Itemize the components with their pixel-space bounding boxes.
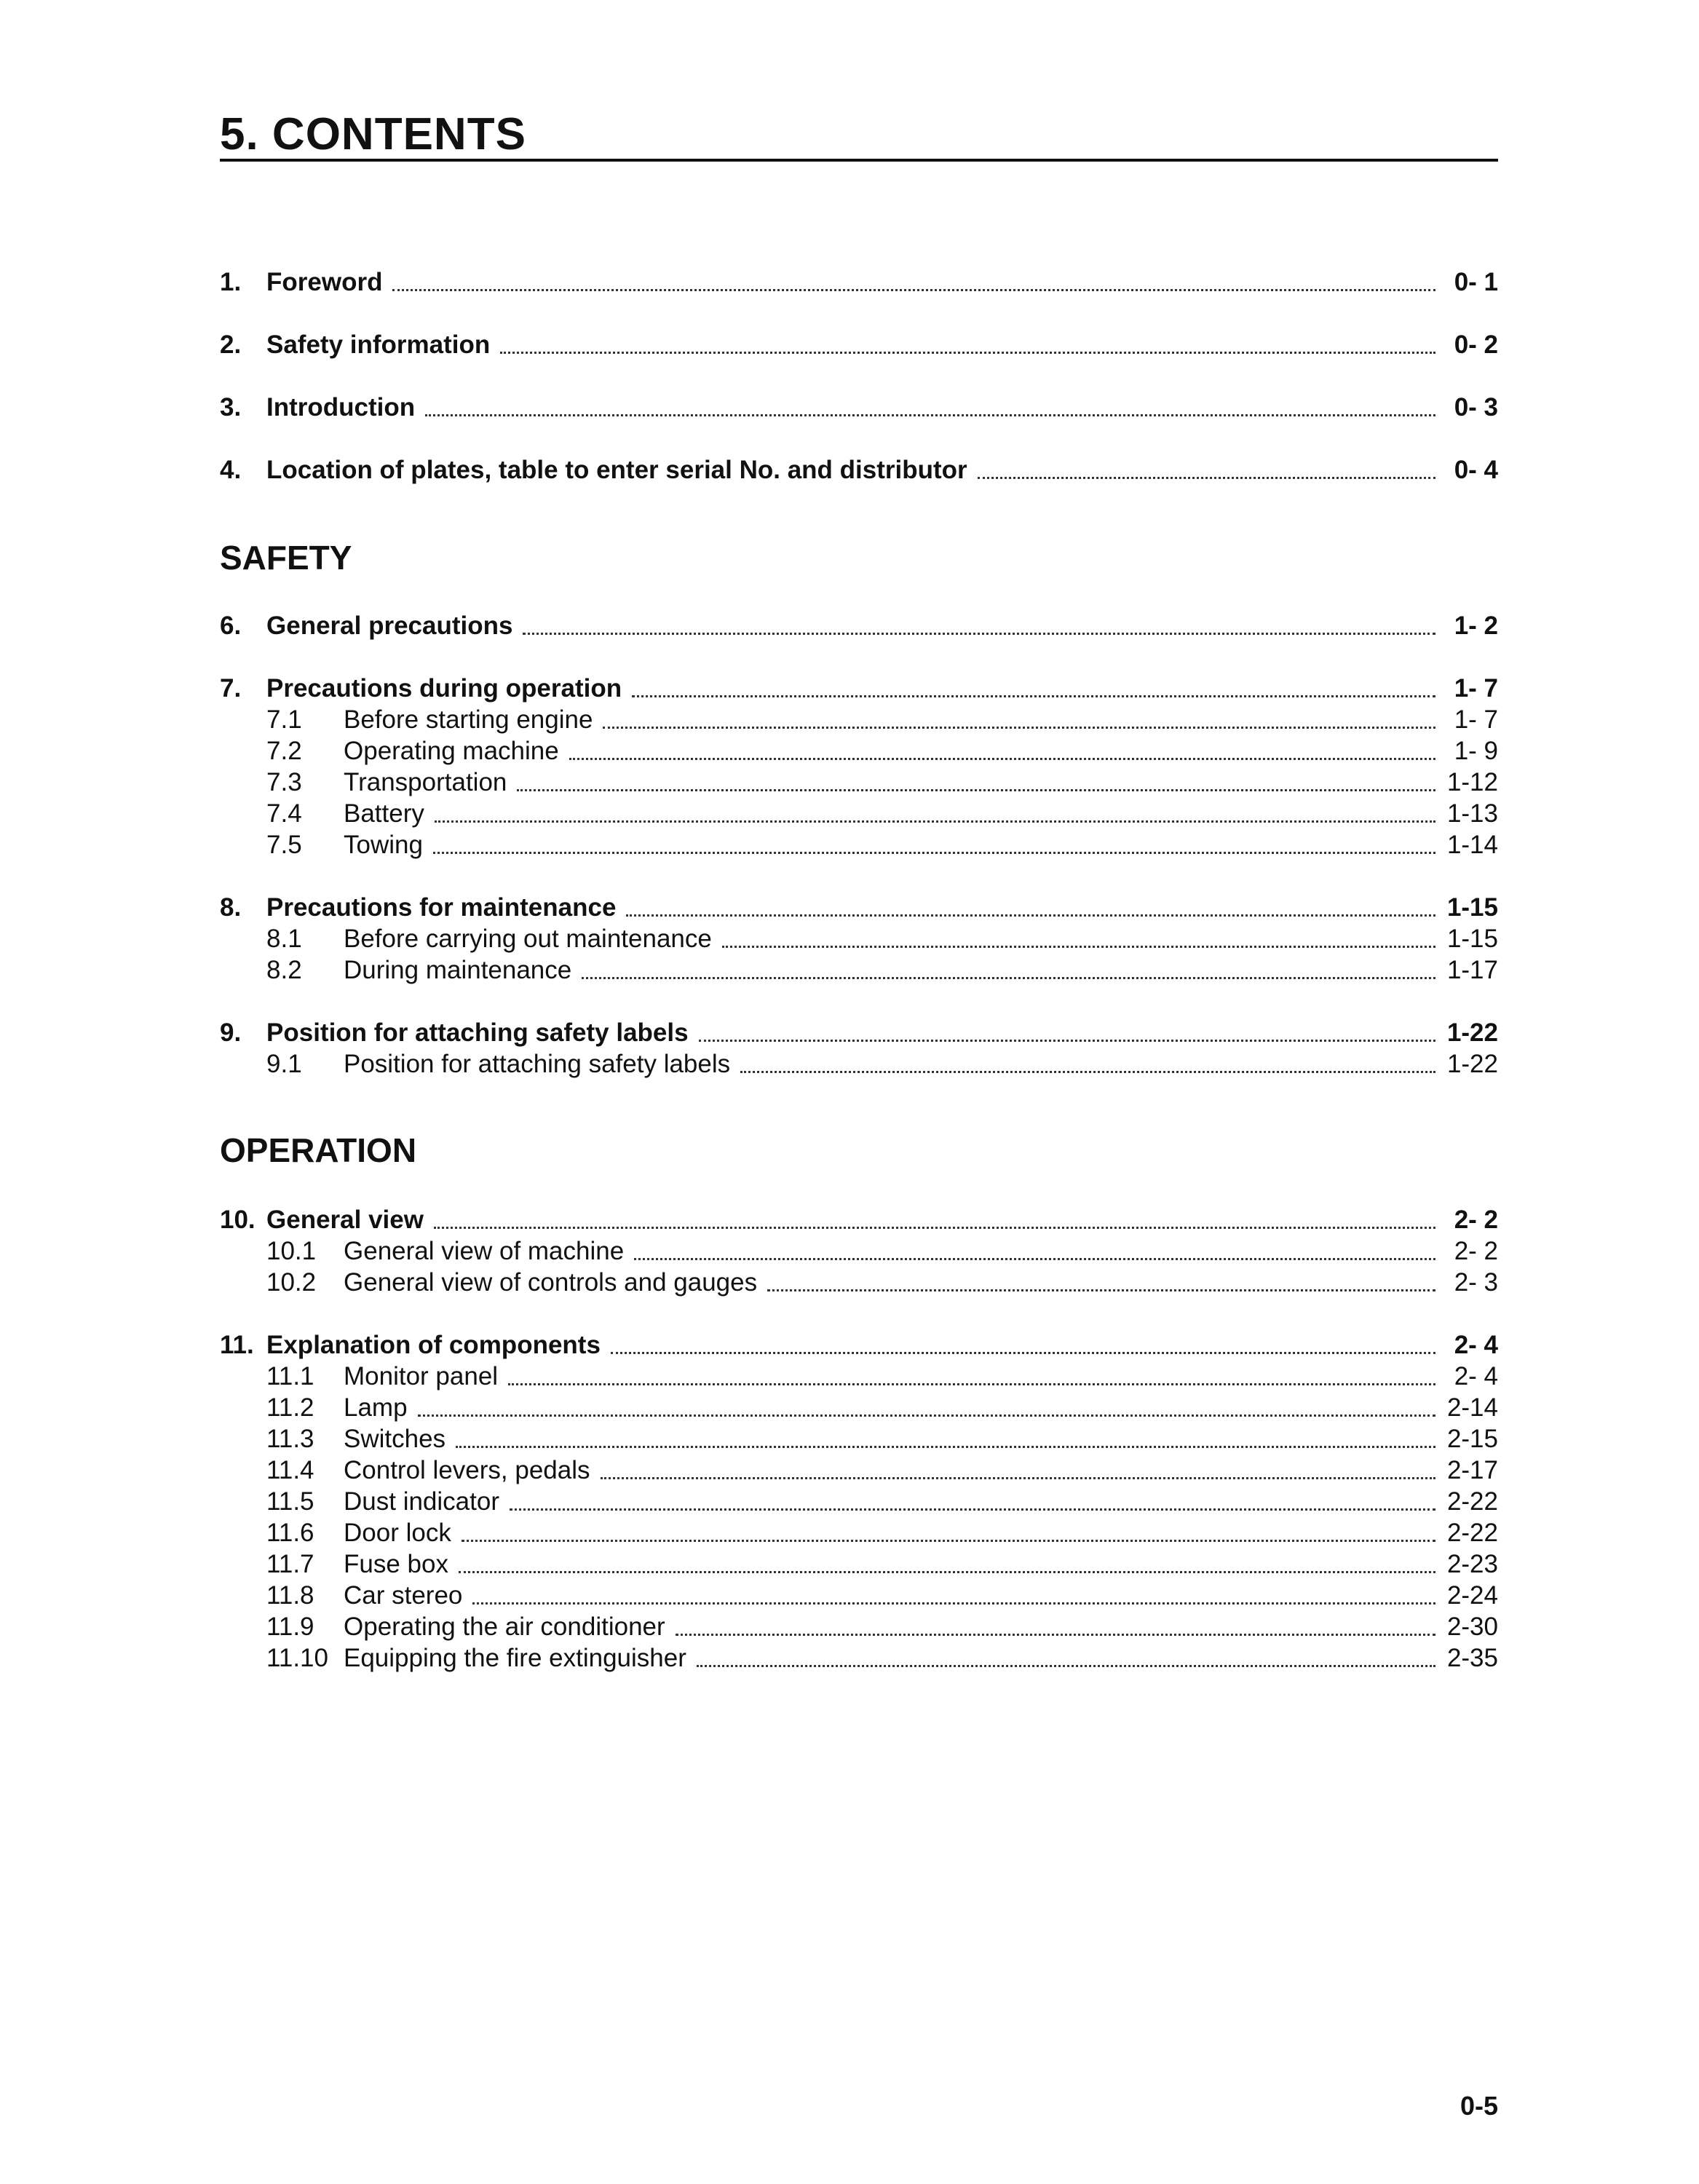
toc-number: 11.3: [266, 1425, 314, 1453]
toc-title: General view of controls and gauges: [344, 1268, 758, 1297]
toc-title: Precautions during operation: [266, 674, 622, 703]
toc-page: 2- 4: [1454, 1331, 1498, 1359]
toc-page: 0- 1: [1454, 268, 1498, 296]
toc-page: 2- 2: [1454, 1237, 1498, 1265]
toc-title: General view of machine: [344, 1237, 625, 1265]
toc-subentry[interactable]: [220, 1455, 1498, 1487]
toc-page: 1-22: [1446, 1018, 1498, 1047]
toc-number: 11.7: [266, 1550, 314, 1578]
dot-leader: [508, 1383, 1435, 1385]
toc-entry-safety-information[interactable]: [220, 329, 1498, 361]
toc-number: 11.6: [266, 1519, 314, 1547]
dot-leader: [425, 414, 1435, 416]
toc-entry-precautions-during-operation[interactable]: [220, 673, 1498, 705]
toc-number: 1.: [220, 268, 242, 296]
toc-title: During maintenance: [344, 956, 572, 984]
toc-subentry[interactable]: [220, 954, 1498, 986]
toc-page: 0- 4: [1454, 456, 1498, 484]
toc-subentry[interactable]: [220, 767, 1498, 799]
toc-title: General view: [266, 1206, 424, 1234]
toc-number: 4.: [220, 456, 242, 484]
toc-page: 1-15: [1446, 925, 1498, 953]
toc-number: 11.2: [266, 1393, 314, 1422]
dot-leader: [767, 1289, 1435, 1291]
toc-page: 2-30: [1446, 1613, 1498, 1641]
toc-page: 2-17: [1446, 1456, 1498, 1484]
toc-number: 8.: [220, 893, 242, 922]
toc-page: 2- 2: [1454, 1206, 1498, 1234]
toc-title: Introduction: [266, 393, 416, 422]
toc-subentry[interactable]: [220, 1361, 1498, 1393]
dot-leader: [472, 1602, 1435, 1605]
toc-page: 1- 7: [1454, 674, 1498, 703]
toc-subentry[interactable]: [220, 1517, 1498, 1549]
toc-number: 7.5: [266, 831, 302, 859]
toc-title: Battery: [344, 799, 424, 828]
toc-title: Position for attaching safety labels: [344, 1050, 731, 1078]
dot-leader: [569, 758, 1435, 760]
toc-page: 2-24: [1446, 1581, 1498, 1610]
toc-number: 3.: [220, 393, 242, 422]
toc-title: Equipping the fire extinguisher: [344, 1644, 686, 1672]
dot-leader: [418, 1415, 1435, 1417]
dot-leader: [433, 852, 1435, 854]
toc-title: Door lock: [344, 1519, 451, 1547]
toc-title: Location of plates, table to enter serial No. and distributor: [266, 456, 967, 484]
toc-number: 11.: [220, 1331, 254, 1359]
toc-entry-general-view[interactable]: [220, 1204, 1498, 1236]
toc-page: 2-23: [1446, 1550, 1498, 1578]
toc-number: 9.1: [266, 1050, 302, 1078]
toc-title: General precautions: [266, 612, 513, 640]
toc-page: 2-14: [1446, 1393, 1498, 1422]
dot-leader: [500, 352, 1435, 354]
toc-number: 11.8: [266, 1581, 314, 1610]
toc-page: 1-17: [1446, 956, 1498, 984]
toc-page: 2- 4: [1454, 1362, 1498, 1390]
toc-title: Safety information: [266, 331, 491, 359]
toc-entry-position-safety-labels[interactable]: [220, 1017, 1498, 1049]
toc-subentry[interactable]: [220, 1486, 1498, 1518]
toc-number: 2.: [220, 331, 242, 359]
toc-number: 10.1: [266, 1237, 317, 1265]
page-title-block: [220, 109, 1498, 162]
toc-number: 7.1: [266, 705, 302, 734]
toc-page: 1-15: [1446, 893, 1498, 922]
dot-leader: [523, 633, 1435, 635]
toc-page: 2-15: [1446, 1425, 1498, 1453]
toc-page: 1-12: [1446, 768, 1498, 796]
dot-leader: [603, 727, 1435, 729]
toc-subentry[interactable]: [220, 923, 1498, 955]
dot-leader: [601, 1477, 1436, 1479]
toc-title: Car stereo: [344, 1581, 463, 1610]
toc-page: 2-22: [1446, 1519, 1498, 1547]
toc-title: Before starting engine: [344, 705, 593, 734]
toc-entry-explanation-of-components[interactable]: [220, 1329, 1498, 1361]
page-number: 0-5: [1460, 2091, 1498, 2121]
toc-title: Switches: [344, 1425, 446, 1453]
toc-number: 11.9: [266, 1613, 314, 1641]
toc-number: 6.: [220, 612, 242, 640]
dot-leader: [435, 820, 1435, 823]
toc-title: Lamp: [344, 1393, 408, 1422]
toc-number: 7.2: [266, 737, 302, 765]
toc-entry-precautions-for-maintenance[interactable]: [220, 892, 1498, 924]
toc-subentry[interactable]: [220, 1642, 1498, 1674]
toc-title: Position for attaching safety labels: [266, 1018, 689, 1047]
toc-title: Operating machine: [344, 737, 559, 765]
toc-title: Transportation: [344, 768, 507, 796]
toc-title: Monitor panel: [344, 1362, 499, 1390]
section-heading-operation: OPERATION: [220, 1131, 417, 1169]
toc-page: 1-14: [1446, 831, 1498, 859]
dot-leader: [697, 1665, 1435, 1667]
dot-leader: [517, 789, 1435, 791]
toc-page: 0- 2: [1454, 331, 1498, 359]
toc-subentry[interactable]: [220, 1423, 1498, 1455]
dot-leader: [582, 977, 1435, 979]
page-title: 5. CONTENTS: [220, 109, 526, 159]
dot-leader: [459, 1571, 1435, 1573]
toc-page: 1- 2: [1454, 612, 1498, 640]
toc-number: 11.1: [266, 1362, 314, 1390]
toc-entry-general-precautions[interactable]: [220, 610, 1498, 642]
toc-title: Before carrying out maintenance: [344, 925, 712, 953]
toc-subentry[interactable]: [220, 1235, 1498, 1267]
dot-leader: [676, 1634, 1435, 1636]
toc-subentry[interactable]: [220, 1611, 1498, 1643]
toc-entry-introduction[interactable]: [220, 392, 1498, 424]
dot-leader: [510, 1508, 1435, 1511]
dot-leader: [722, 946, 1435, 948]
toc-subentry[interactable]: [220, 1580, 1498, 1612]
toc-title: Foreword: [266, 268, 383, 296]
toc-subentry[interactable]: [220, 798, 1498, 830]
section-heading-safety: SAFETY: [220, 539, 352, 577]
toc-page: 1-13: [1446, 799, 1498, 828]
dot-leader: [740, 1071, 1435, 1073]
toc-number: 7.3: [266, 768, 302, 796]
toc-title: Control levers, pedals: [344, 1456, 590, 1484]
dot-leader: [978, 477, 1435, 479]
toc-number: 9.: [220, 1018, 242, 1047]
toc-page: 2-22: [1446, 1487, 1498, 1516]
dot-leader: [611, 1352, 1435, 1354]
toc-title: Explanation of components: [266, 1331, 601, 1359]
toc-number: 8.1: [266, 925, 302, 953]
toc-subentry[interactable]: [220, 1267, 1498, 1299]
toc-number: 11.4: [266, 1456, 314, 1484]
toc-number: 10.: [220, 1206, 256, 1234]
toc-subentry[interactable]: [220, 829, 1498, 861]
dot-leader: [434, 1227, 1435, 1229]
toc-page: 1-22: [1446, 1050, 1498, 1078]
toc-title: Precautions for maintenance: [266, 893, 617, 922]
toc-page: 2-35: [1446, 1644, 1498, 1672]
toc-number: 10.2: [266, 1268, 317, 1297]
toc-title: Dust indicator: [344, 1487, 499, 1516]
dot-leader: [462, 1540, 1435, 1542]
toc-number: 7.4: [266, 799, 302, 828]
dot-leader: [392, 289, 1435, 291]
toc-number: 11.5: [266, 1487, 314, 1516]
toc-title: Towing: [344, 831, 423, 859]
dot-leader: [626, 914, 1435, 917]
toc-page: 1- 9: [1454, 737, 1498, 765]
dot-leader: [699, 1040, 1435, 1042]
toc-subentry[interactable]: [220, 1048, 1498, 1080]
dot-leader: [634, 1258, 1435, 1260]
toc-subentry[interactable]: [220, 1392, 1498, 1424]
toc-title: Fuse box: [344, 1550, 448, 1578]
dot-leader: [456, 1446, 1435, 1448]
toc-entry-location-of-plates[interactable]: [220, 454, 1498, 486]
toc-page: 2- 3: [1454, 1268, 1498, 1297]
toc-page: 0- 3: [1454, 393, 1498, 422]
dot-leader: [632, 695, 1435, 697]
toc-subentry[interactable]: [220, 735, 1498, 767]
toc-page: 1- 7: [1454, 705, 1498, 734]
toc-title: Operating the air conditioner: [344, 1613, 665, 1641]
toc-subentry[interactable]: [220, 704, 1498, 736]
toc-number: 8.2: [266, 956, 302, 984]
toc-entry-foreword[interactable]: [220, 266, 1498, 298]
toc-subentry[interactable]: [220, 1548, 1498, 1580]
toc-number: 7.: [220, 674, 242, 703]
toc-number: 11.10: [266, 1644, 328, 1672]
